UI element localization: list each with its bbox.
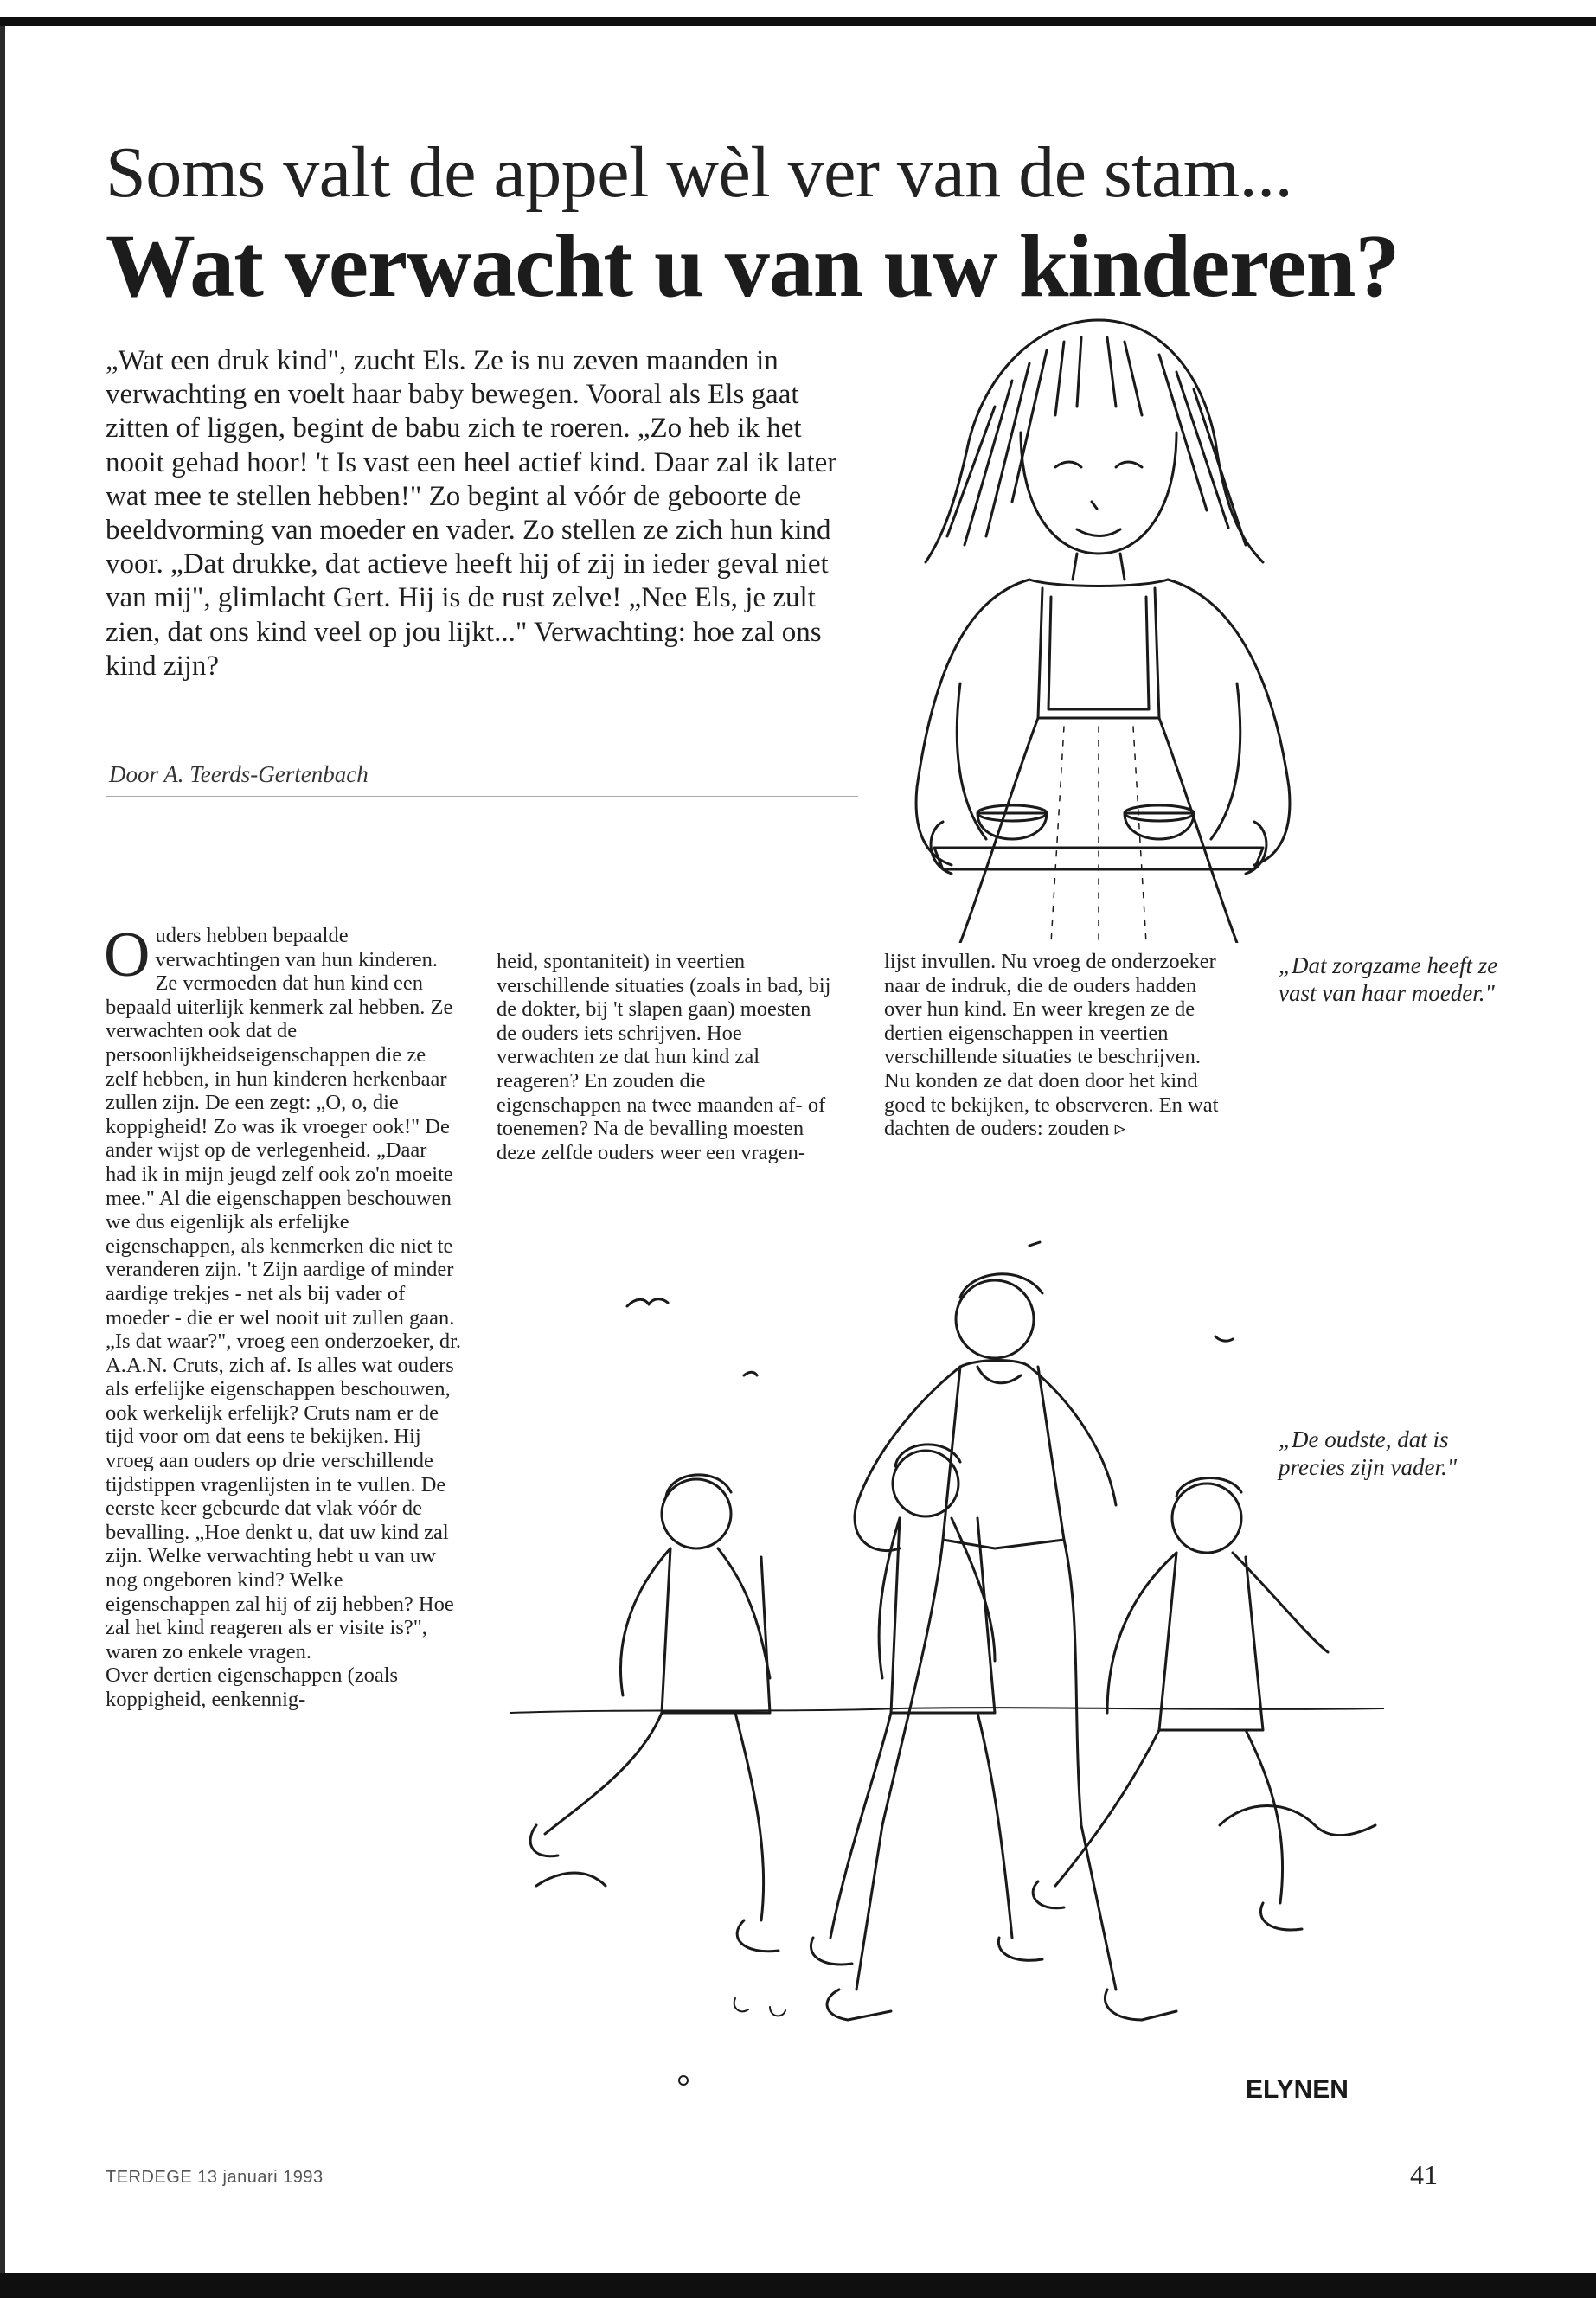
pull-quote-1: „Dat zorgzame heeft ze vast van haar moeder."	[1279, 952, 1498, 1006]
top-border	[0, 17, 1596, 26]
pull-quote-2: „De oudste, dat is precies zijn vader."	[1279, 1426, 1458, 1480]
article-column-2	[497, 950, 834, 1164]
drop-cap: O	[104, 920, 151, 990]
illustration-signature: ELYNEN	[1246, 2075, 1349, 2104]
page-title: Wat verwacht u van uw kinderen?	[106, 216, 1400, 316]
page-number: 41	[1410, 2159, 1438, 2190]
byline-divider	[106, 796, 858, 797]
bottom-border	[0, 2273, 1596, 2298]
girl-with-tray-illustration	[865, 303, 1332, 943]
family-running-illustration	[510, 1228, 1384, 2119]
left-border	[0, 26, 5, 2275]
column-3-paragraph: lijst invullen. Nu vroeg de onderzoeker naar de indruk, die de ouders hadden over hun kind. En weer kregen ze de dertien eigenschappen in veertien verschillende situaties te beschrijven. Nu konden ze dat doen door het kind goed te bekijken, te observeren. En wat dachten de ouders: zouden ▹	[884, 950, 1219, 1141]
intro-paragraph	[106, 344, 867, 683]
column-1-paragraph-1: uders hebben bepaalde verwachtingen van hun kinderen. Ze vermoeden dat hun kind een bepaald uiterlijk kenmerk zal hebben. Ze verwachten ook dat de persoonlijkheidseigenschappen die ze zelf hebben, in hun kinderen herkenbaar zullen zijn. De een zegt: „O, o, die koppigheid! Zo was ik vroeger ook!" De ander wijst op de verlegenheid. „Daar had ik in mijn jeugd zelf ook zo'n moeite mee." Al die eigenschappen beschouwen we dus eigenlijk als erfelijke eigenschappen, als kenmerken die niet te veranderen zijn. 't Zijn aardige of minder aardige trekjes - net als bij vader of moeder - die er wel nooit uit zullen gaan.	[106, 924, 455, 1330]
column-1-paragraph-2: „Is dat waar?", vroeg een onderzoeker, dr. A.A.N. Cruts, zich af. Is alles wat ouders als erfelijke eigenschappen beschouwen, ook werkelijk erfelijk? Cruts nam er de tijd voor om dat eens te bekijken. Hij vroeg aan ouders op drie verschillende tijdstippen vragenlijsten in te vullen. De eerste keer gebeurde dat vlak vóór de bevalling. „Hoe denkt u, dat uw kind zal zijn. Welke verwachting hebt u van uw nog ongeboren kind? Welke eigenschappen zal hij of zij hebben? Hoe zal het kind reageren als er visite is?", waren zo enkele vragen.	[106, 1330, 462, 1663]
footer-publication: TERDEGE 13 januari 1993	[106, 2168, 324, 2187]
article-column-3	[884, 950, 1230, 1141]
intro-text: „Wat een druk kind", zucht Els. Ze is nu zeven maanden in verwachting en voelt haar baby bewegen. Vooral als Els gaat zitten of liggen, begint de babu zich te roeren. „Zo heb ik het nooit gehad hoor! 't Is vast een heel actief kind. Daar zal ik later wat mee te stellen hebben!" Zo begint al vóór de geboorte de beeldvorming van moeder en vader. Zo stellen ze zich hun kind voor. „Dat drukke, dat actieve heeft hij of zij in ieder geval niet van mij", glimlacht Gert. Hij is de rust zelve! „Nee Els, je zult zien, dat ons kind veel op jou lijkt..." Verwachting: hoe zal ons kind zijn?	[106, 345, 837, 682]
column-2-paragraph: heid, spontaniteit) in veertien verschillende situaties (zoals in bad, bij de dokter, bij 't slapen gaan) moesten de ouders iets schrijven. Hoe verwachten ze dat hun kind zal reageren? En zouden die eigenschappen na twee maanden af- of toenemen? Na de bevalling moesten deze zelfde ouders weer een vragen-	[497, 950, 831, 1164]
kicker-line: Soms valt de appel wèl ver van de stam...	[106, 132, 1293, 213]
byline: Door A. Teerds-Gertenbach	[109, 761, 369, 787]
article-column-1	[104, 920, 462, 1712]
column-1-paragraph-3: Over dertien eigenschappen (zoals koppigheid, eenkennig-	[106, 1663, 399, 1711]
